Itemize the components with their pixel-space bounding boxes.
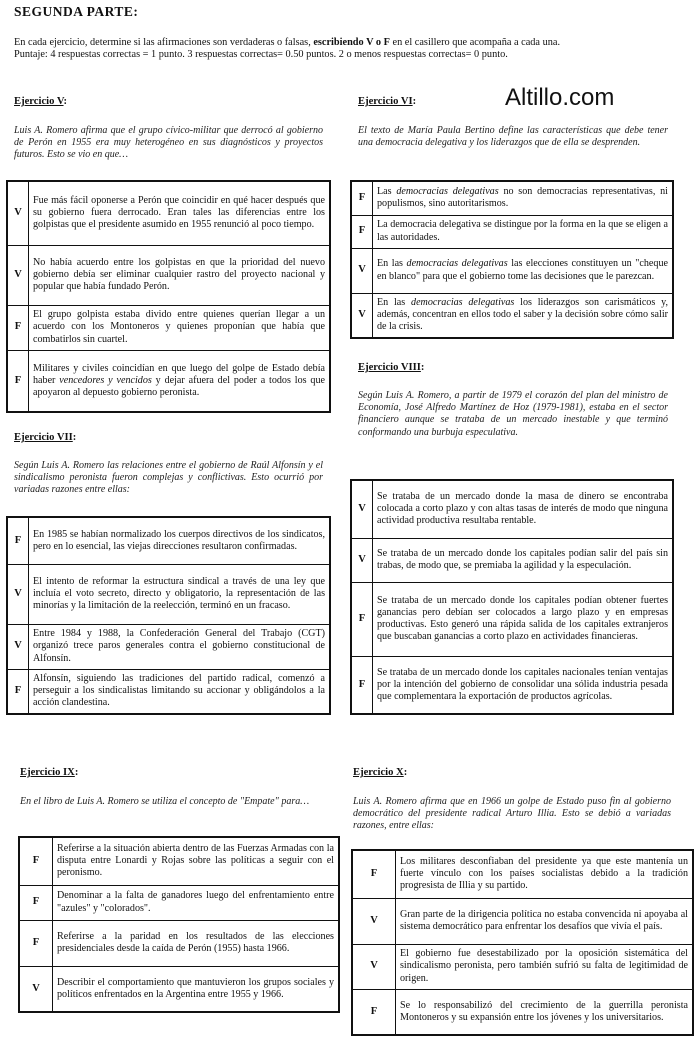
exercise-vii-title-text: Ejercicio VII [14, 432, 73, 443]
table-row [351, 656, 673, 714]
scoring-text: Puntaje: 4 respuestas correctas = 1 punto. 3 respuestas correctas= 0.50 puntos. 2 o menos respuestas correctas= 0 punto. [14, 49, 508, 61]
table-row [7, 350, 330, 412]
statement-cell: En 1985 se habían normalizado los cuerpos directivos de los sindicatos, pero en lo esencial, las viejas direcciones resultaron confirmadas. [29, 517, 331, 564]
answer-cell[interactable]: F [19, 837, 53, 885]
page-title: SEGUNDA PARTE: [14, 4, 139, 19]
statement-italic: democracias delegativas [406, 258, 508, 270]
table-row [7, 245, 330, 305]
table-row [19, 920, 339, 966]
exercise-x-title: Ejercicio X: [353, 767, 408, 778]
statement-cell: Se trataba de un mercado donde los capitales podían salir del país sin trabas, de modo que, se premiaba la agilidad y la especulación. [373, 538, 674, 582]
statement-part: Militares y civiles coincidían en que luego del golpe de Estado debía haber [33, 362, 325, 386]
table-row [7, 624, 330, 669]
answer-cell[interactable]: F [352, 850, 396, 898]
instructions-prefix: En cada ejercicio, determine si las afirmaciones son verdaderas o falsas, [14, 37, 314, 48]
statement-cell: Gran parte de la dirigencia política no estaba convencida ni apoyaba al sistema democrático para enfrentar los desafíos que vivía el país. [396, 898, 694, 944]
statement-cell: Alfonsín, siguiendo las tradiciones del partido radical, comenzó a perseguir a los sindicalistas limitando su accionar y obligándolos a la acción clandestina. [29, 669, 331, 714]
exercise-x-title-text: Ejercicio X [353, 767, 404, 778]
statement-part: los liderazgos son carismáticos y, además, concentran en ellos todo el saber y la decisión sobre cómo salir de la crisis. [377, 297, 668, 333]
exercise-v-intro: Luis A. Romero afirma que el grupo cívico-militar que derrocó al gobierno de Perón en 1955 era muy heterogéneo en sus diagnósticos y proyectos futuros. Esto se vio en que… [14, 125, 323, 161]
table-row [351, 181, 673, 215]
table-row [352, 898, 693, 944]
table-row [351, 293, 673, 338]
statement-cell: Referirse a la situación abierta dentro de las Fuerzas Armadas con la disputa entre Lonardi y Rojas sobre las políticas a seguir con el peronismo. [53, 837, 340, 885]
table-row [352, 944, 693, 989]
statement-cell: Denominar a la falta de ganadores luego del enfrentamiento entre "azules" y "colorados". [53, 885, 340, 920]
exercise-v-table [6, 180, 331, 413]
answer-cell[interactable]: F [7, 517, 29, 564]
answer-cell[interactable]: V [7, 564, 29, 624]
exercise-vii-table [6, 516, 331, 715]
statement-cell [373, 248, 674, 293]
table-row [351, 248, 673, 293]
statement-part: En las [377, 258, 407, 270]
table-row [351, 582, 673, 656]
statement-part: En las [377, 297, 412, 309]
statement-cell: Describir el comportamiento que mantuvieron los grupos sociales y políticos enfrentados en la Argentina entre 1955 y 1966. [53, 966, 340, 1012]
answer-cell[interactable]: F [352, 989, 396, 1035]
statement-part: y dejar afuera del poder a todos los que apoyaron al depuesto gobierno peronista. [33, 374, 325, 398]
statement-italic: democracias delegativas [396, 186, 499, 198]
exercise-vi-table [350, 180, 674, 339]
table-row [7, 669, 330, 714]
statement-cell: El gobierno fue desestabilizado por la oposición sistemática del sindicalismo peronista, pero también sufrió su falta de legitimidad de origen. [396, 944, 694, 989]
statement-cell: Se lo responsabilizó del crecimiento de la guerrilla peronista Montoneros y su expansión entre los jóvenes y los universitarios. [396, 989, 694, 1035]
answer-cell[interactable]: F [351, 215, 373, 248]
statement-cell: El grupo golpista estaba divido entre quienes querían llegar a un acuerdo con los Montoneros y quienes proponían que había que combatirlos sin cuartel. [29, 305, 331, 350]
statement-cell: Se trataba de un mercado donde la masa de dinero se encontraba colocada a corto plazo y con altas tasas de interés de modo que ninguna actividad productiva resultaba rentable. [373, 480, 674, 538]
statement-cell: No había acuerdo entre los golpistas en que la prioridad del nuevo gobierno debía ser eliminar cualquier rastro del proyecto nacional y popular que había fundado Perón. [29, 245, 331, 305]
exercise-viii-intro: Según Luis A. Romero, a partir de 1979 el corazón del plan del ministro de Economía, José Alfredo Martínez de Hoz (1979-1981), estaba en el sector financiero aunque se trataba de un mercado inestable y que terminó conformando una burbuja especulativa. [358, 390, 668, 438]
exercise-viii-title-text: Ejercicio VIII [358, 362, 421, 373]
statement-cell: Se trataba de un mercado donde los capitales podían obtener fuertes ganancias pero debían ser colocados a largo plazo y en empresas productivas. Esto generó una rápida salida de los capitales extranjeros que buscaban ganancias a corto plazo en actividades financieras. [373, 582, 674, 656]
exercise-v-title-text: Ejercicio V [14, 96, 64, 107]
answer-cell[interactable]: F [19, 920, 53, 966]
altillo-logo: Altillo.com [505, 84, 615, 111]
exercise-vi-intro: El texto de María Paula Bertino define las características que debe tener una democracia delegativa y los liderazgos que de ella se desprenden. [358, 125, 668, 149]
answer-cell[interactable]: F [351, 181, 373, 215]
statement-italic: vencedores y vencidos [59, 374, 152, 386]
exercise-ix-title-text: Ejercicio IX [20, 767, 75, 778]
statement-part: no son democracias representativas, ni populismos, sino autoritarismos. [377, 186, 668, 210]
answer-cell[interactable]: V [7, 181, 29, 245]
statement-cell: Los militares desconfiaban del presidente ya que este mantenía un fuerte vínculo con los países socialistas debido a la tradición progresista de Illia y su partido. [396, 850, 694, 898]
table-row [7, 181, 330, 245]
answer-cell[interactable]: V [7, 245, 29, 305]
answer-cell[interactable]: F [7, 305, 29, 350]
exercise-vi-title-text: Ejercicio VI [358, 96, 413, 107]
answer-cell[interactable]: V [352, 944, 396, 989]
exercise-vi-title: Ejercicio VI: [358, 96, 417, 107]
answer-cell[interactable]: F [351, 656, 373, 714]
table-row [352, 850, 693, 898]
instructions-suffix: en el casillero que acompaña a cada una. [389, 37, 561, 48]
statement-cell [373, 181, 674, 215]
statement-cell: Entre 1984 y 1988, la Confederación General del Trabajo (CGT) organizó trece paros generales contra el gobierno constitucional de Alfonsín. [29, 624, 331, 669]
answer-cell[interactable]: F [7, 350, 29, 412]
statement-cell [373, 293, 674, 338]
exercise-vii-title: Ejercicio VII: [14, 432, 77, 443]
answer-cell[interactable]: V [351, 538, 373, 582]
answer-cell[interactable]: F [19, 885, 53, 920]
answer-cell[interactable]: F [7, 669, 29, 714]
answer-cell[interactable]: V [351, 293, 373, 338]
answer-cell[interactable]: V [7, 624, 29, 669]
answer-cell[interactable]: V [352, 898, 396, 944]
table-row [7, 564, 330, 624]
statement-cell: Se trataba de un mercado donde los capitales nacionales tenían ventajas por la intención del gobierno de consolidar una sólida industria pesada que complementara la exportación de productos agrícolas. [373, 656, 674, 714]
table-row [352, 989, 693, 1035]
exercise-viii-table [350, 479, 674, 715]
instructions-bold: escribiendo V o F [313, 37, 390, 48]
table-row [7, 517, 330, 564]
exercise-v-title: Ejercicio V: [14, 96, 68, 107]
instructions [14, 37, 680, 61]
statement-italic: democracias delegativas [411, 297, 515, 309]
table-row [7, 305, 330, 350]
exercise-x-intro: Luis A. Romero afirma que en 1966 un golpe de Estado puso fin al gobierno democrático del presidente radical Arturo Illia. Esto se debió a variadas razones, entre ellas: [353, 796, 671, 832]
answer-cell[interactable]: V [19, 966, 53, 1012]
statement-cell [29, 350, 331, 412]
statement-cell: La democracia delegativa se distingue por la forma en la que se eligen a las autoridades. [373, 215, 674, 248]
answer-cell[interactable]: V [351, 248, 373, 293]
exercise-ix-table [18, 836, 340, 1013]
statement-cell: El intento de reformar la estructura sindical a través de una ley que incluía el voto secreto, directo y obligatorio, la representación de las minorías y la limitación de la reelección, terminó en un fracaso. [29, 564, 331, 624]
exercise-vii-intro: Según Luis A. Romero las relaciones entre el gobierno de Raúl Alfonsín y el sindicalismo peronista fueron complejas y conflictivas. Esto ocurrió por variadas razones entre ellas: [14, 460, 323, 496]
statement-part: Las [377, 186, 397, 198]
answer-cell[interactable]: V [351, 480, 373, 538]
exercise-x-table [351, 849, 694, 1036]
exercise-viii-title: Ejercicio VIII: [358, 362, 425, 373]
table-row [351, 538, 673, 582]
answer-cell[interactable]: F [351, 582, 373, 656]
table-row [351, 215, 673, 248]
statement-cell: Referirse a la paridad en los resultados de las elecciones presidenciales desde la caída de Perón (1955) hasta 1966. [53, 920, 340, 966]
statement-cell: Fue más fácil oponerse a Perón que coincidir en qué hacer después que su gobierno fuera derrocado. Eran tales las diferencias entre los golpistas que el presidente asumido en 1955 renunció al poco tiempo. [29, 181, 331, 245]
exercise-ix-intro: En el libro de Luis A. Romero se utiliza el concepto de "Empate" para… [20, 796, 310, 807]
table-row [19, 837, 339, 885]
statement-part: las elecciones constituyen un "cheque en blanco" para que el gobierno tome las decisiones que le parezcan. [377, 258, 668, 282]
table-row [19, 966, 339, 1012]
table-row [19, 885, 339, 920]
exercise-ix-title: Ejercicio IX: [20, 767, 79, 778]
table-row [351, 480, 673, 538]
